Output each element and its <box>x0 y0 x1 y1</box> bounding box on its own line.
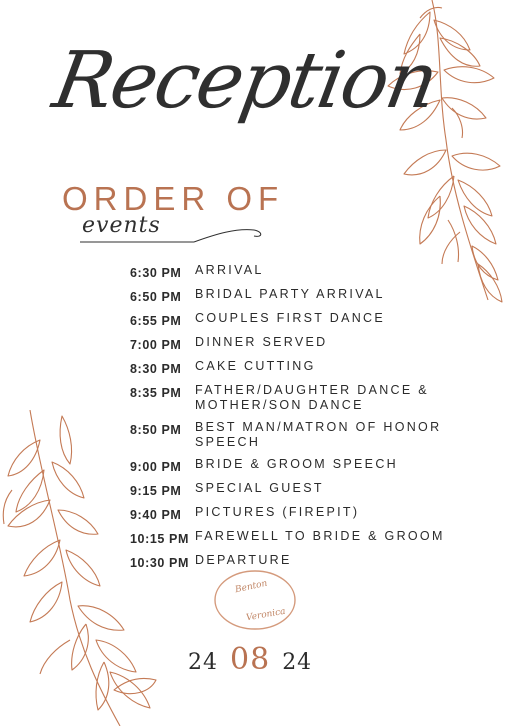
schedule-time: 7:00 PM <box>130 338 182 352</box>
schedule-row <box>108 528 488 546</box>
schedule-time: 8:50 PM <box>130 423 182 437</box>
date-day: 24 <box>188 650 218 675</box>
schedule-time: 6:55 PM <box>130 314 182 328</box>
schedule-time: 9:00 PM <box>130 460 182 474</box>
schedule-time: 6:50 PM <box>130 290 182 304</box>
schedule-time: 8:35 PM <box>130 386 182 400</box>
schedule-row <box>108 480 488 498</box>
schedule-row <box>108 382 488 413</box>
schedule-event: BRIDAL PARTY ARRIVAL <box>195 287 385 301</box>
schedule-event: COUPLES FIRST DANCE <box>195 311 386 325</box>
schedule-time: 6:30 PM <box>130 266 182 280</box>
schedule-event: SPECIAL GUEST <box>195 481 324 495</box>
schedule-event: FATHER/DAUGHTER DANCE & MOTHER/SON DANCE <box>195 383 429 412</box>
schedule-event: PICTURES (FIREPIT) <box>195 505 360 519</box>
schedule-event: BEST MAN/MATRON OF HONOR SPEECH <box>195 420 442 449</box>
schedule-event: BRIDE & GROOM SPEECH <box>195 457 398 471</box>
schedule-event: DEPARTURE <box>195 553 292 567</box>
schedule-row <box>108 456 488 474</box>
schedule-row <box>108 419 488 450</box>
schedule-event: ARRIVAL <box>195 263 264 277</box>
monogram-oval <box>212 568 298 632</box>
schedule-time: 8:30 PM <box>130 362 182 376</box>
schedule-row <box>108 262 488 280</box>
schedule-row <box>108 504 488 522</box>
schedule-row <box>108 552 488 570</box>
schedule-row <box>108 358 488 376</box>
schedule-row <box>108 334 488 352</box>
schedule-event: CAKE CUTTING <box>195 359 316 373</box>
schedule-row <box>108 286 488 304</box>
event-date <box>188 642 312 677</box>
page-title: Reception <box>46 36 443 126</box>
subtitle-order-of: ORDER OF <box>62 180 285 217</box>
schedule-list <box>108 262 488 576</box>
schedule-event: DINNER SERVED <box>195 335 328 349</box>
schedule-time: 9:40 PM <box>130 508 182 522</box>
schedule-row <box>108 310 488 328</box>
date-month: 08 <box>230 642 271 677</box>
monogram-name-1: Benton <box>234 578 269 596</box>
monogram-name-2: Veronica <box>245 606 287 624</box>
date-year: 24 <box>282 650 313 675</box>
schedule-event: FAREWELL TO BRIDE & GROOM <box>195 529 445 543</box>
subtitle-events: events <box>82 213 161 238</box>
schedule-time: 9:15 PM <box>130 484 182 498</box>
schedule-time: 10:15 PM <box>130 532 189 546</box>
schedule-time: 10:30 PM <box>130 556 189 570</box>
monogram <box>212 568 298 632</box>
